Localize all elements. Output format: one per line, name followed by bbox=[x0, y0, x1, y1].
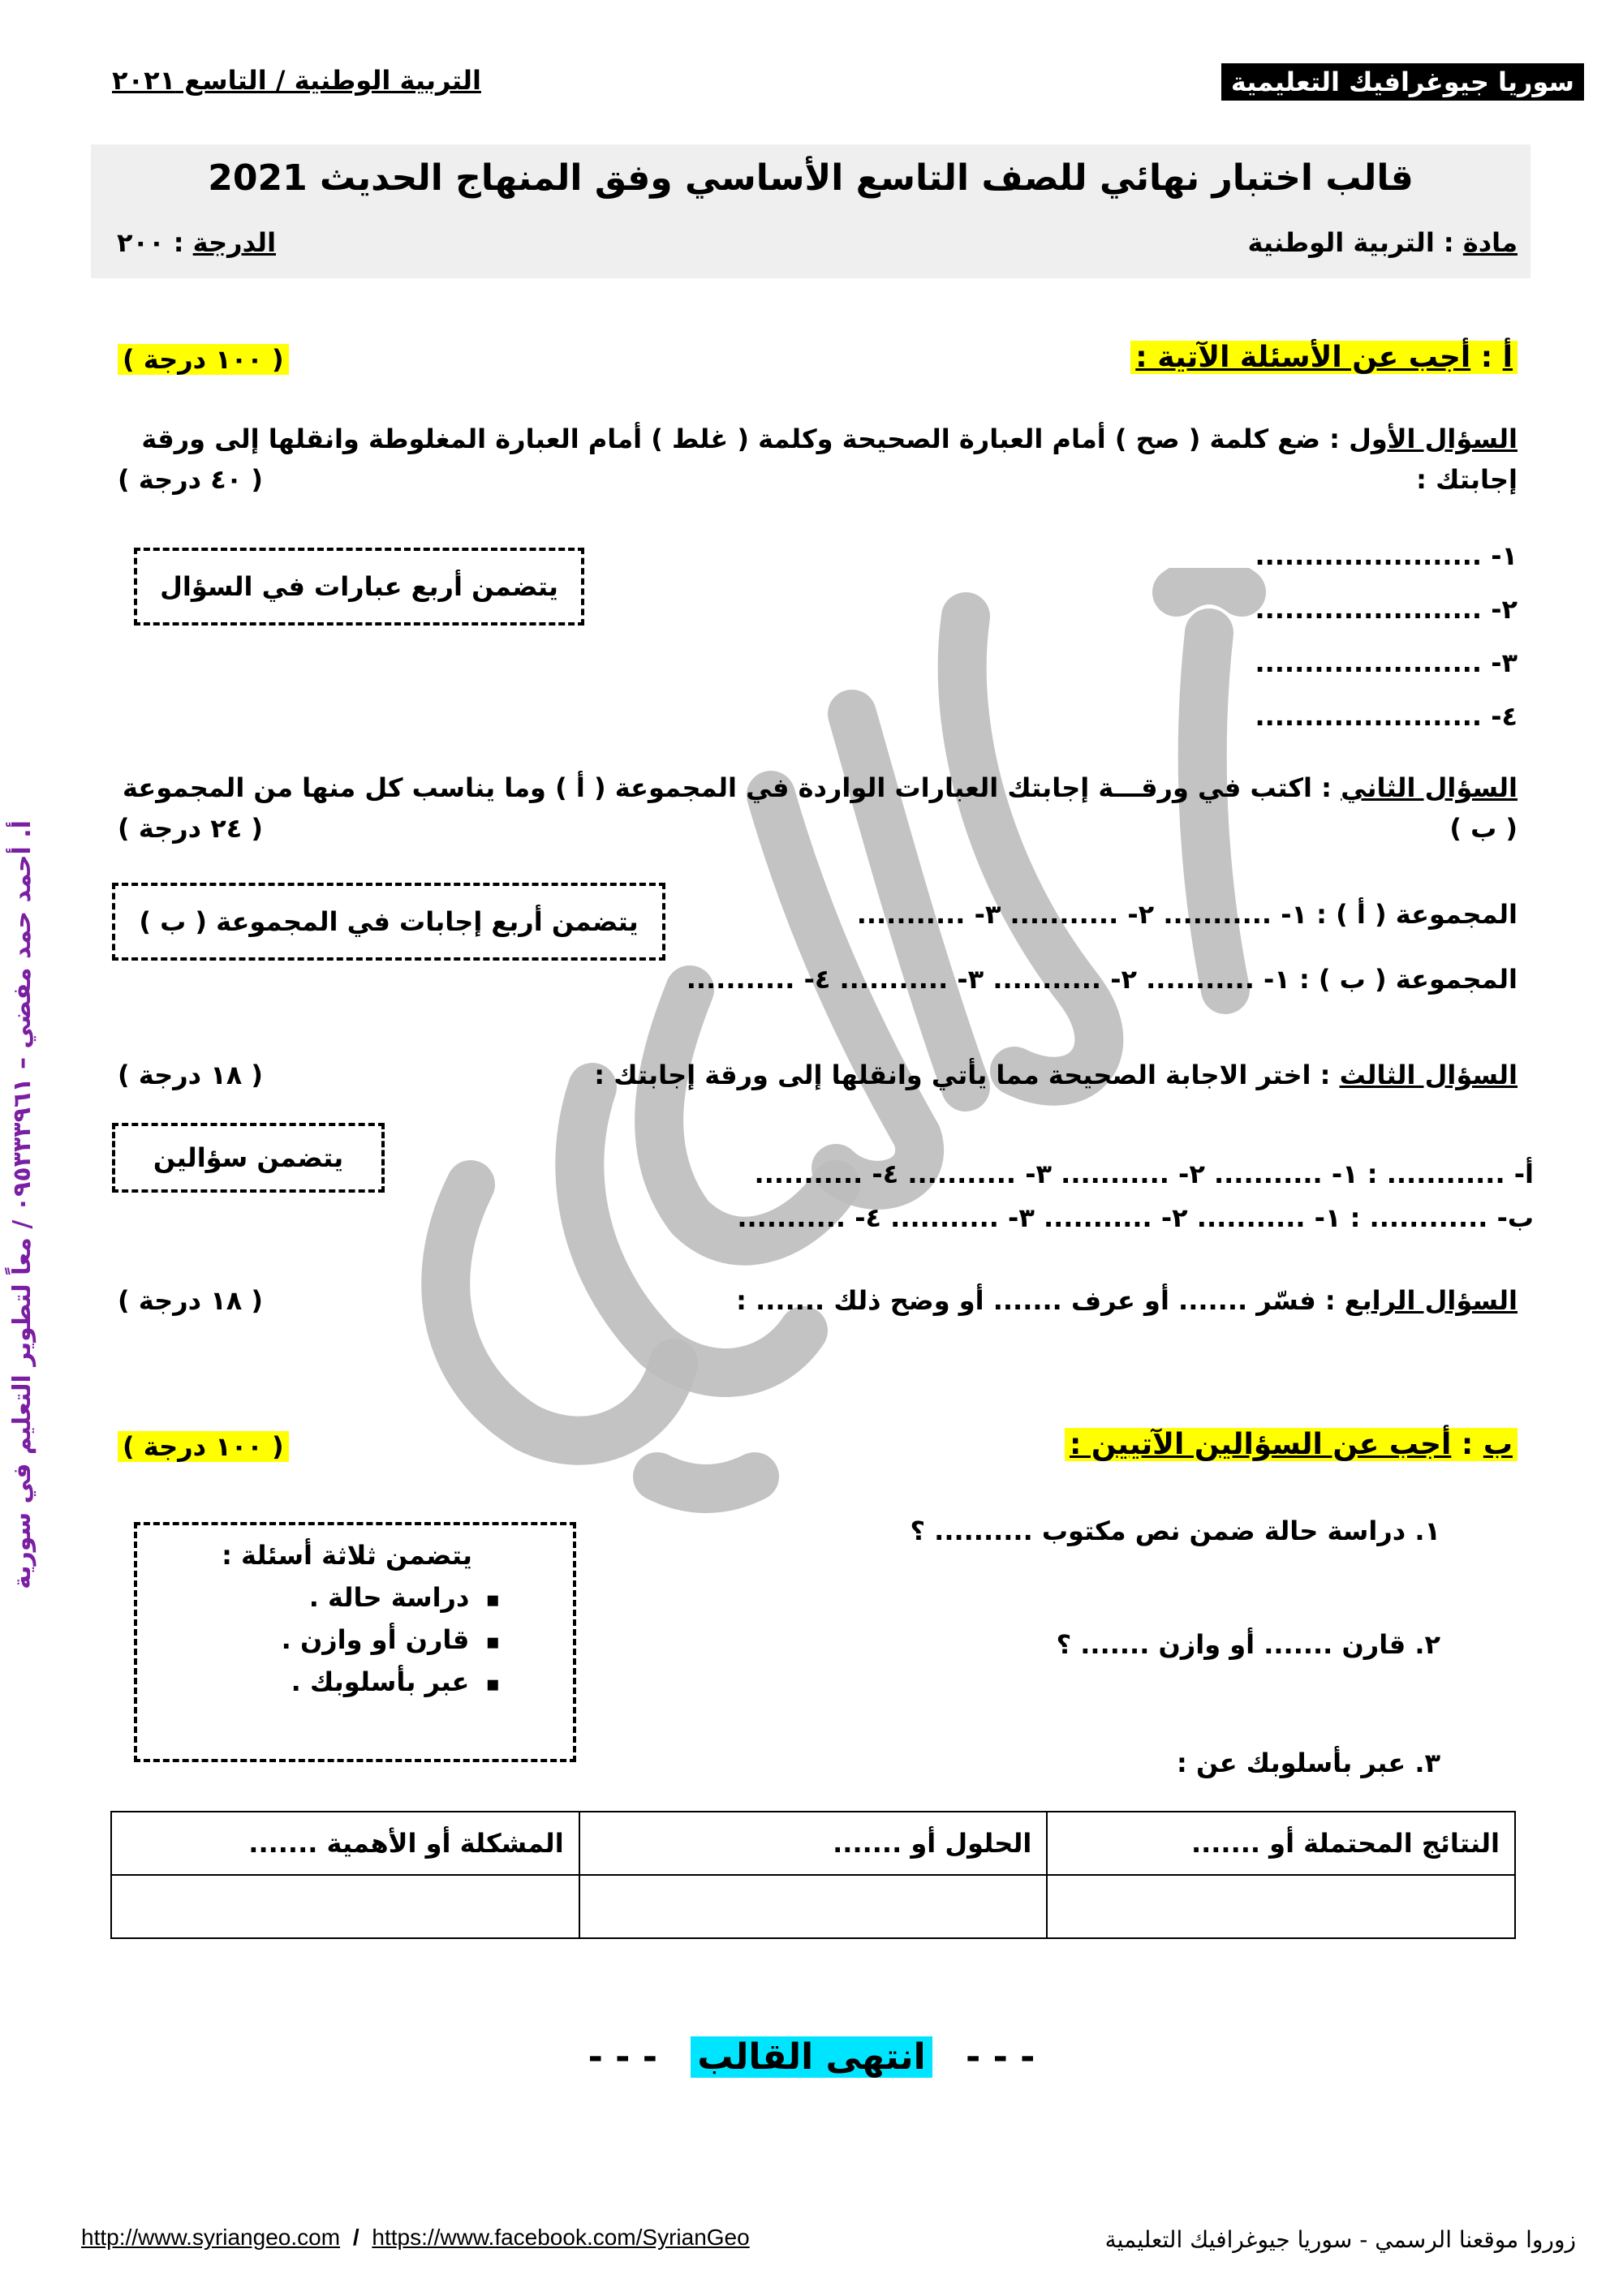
q1-lines bbox=[1255, 529, 1518, 743]
footer-sep: / bbox=[352, 2225, 359, 2250]
grade-label: الدرجة bbox=[192, 227, 277, 258]
q3-prompt bbox=[594, 1060, 1518, 1090]
q2-group-b: المجموعة ( ب ) : ١- ........... ٢- ........... ٣- ........... ٤- ........... bbox=[686, 964, 1518, 995]
section-b-marks: ( ١٠٠ درجة ) bbox=[118, 1431, 289, 1462]
section-b-note-item: ▪ عبر بأسلوبك . bbox=[153, 1666, 500, 1697]
section-a-title: أجب عن الأسئلة الآتية : bbox=[1135, 341, 1471, 374]
q1-note-box: يتضمن أربع عبارات في السؤال bbox=[134, 548, 584, 626]
q2-label: السؤال الثاني bbox=[1341, 772, 1518, 803]
q3-row-b: ب- ............ : ١- ........... ٢- ........... ٣- ........... ٤- ........... bbox=[737, 1202, 1534, 1233]
handwritten-watermark bbox=[349, 568, 1371, 1541]
section-b-item: ١. دراسة حالة ضمن نص مكتوب .......... ؟ bbox=[910, 1516, 1440, 1546]
q3-label: السؤال الثالث bbox=[1339, 1060, 1518, 1090]
subject-label: مادة bbox=[1462, 227, 1518, 258]
subject-line bbox=[1247, 227, 1518, 258]
section-a-marks: ( ١٠٠ درجة ) bbox=[118, 344, 289, 375]
q1-prompt bbox=[105, 419, 1518, 500]
q3-text: : اختر الاجابة الصحيحة مما يأتي وانقلها إلى ورقة إجابتك : bbox=[594, 1060, 1331, 1090]
title-box bbox=[91, 144, 1530, 278]
q1-line: ٢- ....................... bbox=[1255, 594, 1518, 625]
q1-line: ٣- ....................... bbox=[1255, 647, 1518, 678]
section-a-heading: أ : أجب عن الأسئلة الآتية : bbox=[1130, 341, 1518, 374]
exam-title: قالب اختبار نهائي للصف التاسع الأساسي وفق المنهاج الحديث 2021 bbox=[208, 157, 1414, 199]
table-header-problem: المشكلة أو الأهمية ....... bbox=[111, 1812, 579, 1875]
section-b-heading: ب : أجب عن السؤالين الآتيين : bbox=[1065, 1428, 1518, 1461]
q1-line: ١- ....................... bbox=[1255, 540, 1518, 571]
q2-prompt bbox=[105, 767, 1518, 849]
side-author-text: أ. أحمد حمد مفضي – ٠٩٥٣٣٣٩٦١ / معاً لتطوير التعليم في سورية bbox=[8, 820, 37, 1589]
facebook-link[interactable]: https://www.facebook.com/SyrianGeo bbox=[372, 2225, 750, 2250]
table-row bbox=[111, 1812, 1515, 1875]
section-b-note-item: ▪ قارن أو وازن . bbox=[153, 1624, 500, 1655]
section-b-item: ٣. عبر بأسلوبك عن : bbox=[1177, 1748, 1440, 1778]
footer-links bbox=[81, 2225, 750, 2251]
section-b-note-item: ▪ دراسة حالة . bbox=[153, 1582, 500, 1613]
section-b-item: ٢. قارن ....... أو وازن ....... ؟ bbox=[1056, 1629, 1440, 1660]
section-b-note-title: يتضمن ثلاثة أسئلة : bbox=[222, 1540, 472, 1571]
table-row bbox=[111, 1875, 1515, 1938]
website-link[interactable]: http://www.syriangeo.com bbox=[81, 2225, 341, 2250]
table-header-results: النتائج المحتملة أو ....... bbox=[1047, 1812, 1515, 1875]
table-cell[interactable] bbox=[1047, 1875, 1515, 1938]
q4-label: السؤال الرابع bbox=[1344, 1285, 1518, 1316]
table-cell[interactable] bbox=[111, 1875, 579, 1938]
q3-note-box: يتضمن سؤالين bbox=[112, 1123, 385, 1193]
q4-marks: ( ١٨ درجة ) bbox=[118, 1285, 264, 1316]
answer-table bbox=[110, 1811, 1516, 1939]
subject-year-header: التربية الوطنية / التاسع ٢٠٢١ bbox=[112, 65, 481, 96]
table-cell[interactable] bbox=[579, 1875, 1048, 1938]
q2-group-a: المجموعة ( أ ) : ١- ........... ٢- ........... ٣- ........... bbox=[856, 899, 1518, 930]
q2-text: : اكتب في ورقـــة إجابتك العبارات الواردة في المجموعة ( أ ) وما يناسب كل منها من المجموعة ( ب ) bbox=[123, 772, 1518, 844]
q2-note-box: يتضمن أربع إجابات في المجموعة ( ب ) bbox=[112, 883, 665, 961]
table-header-solutions: الحلول أو ....... bbox=[579, 1812, 1048, 1875]
q3-row-a: أ- ............ : ١- ........... ٢- ........... ٣- ........... ٤- ........... bbox=[754, 1159, 1534, 1189]
end-dashes-right: - - - bbox=[966, 2036, 1035, 2078]
grade-value: : ٢٠٠ bbox=[117, 227, 184, 258]
section-b-letter: ب bbox=[1483, 1428, 1513, 1461]
subject-value: : التربية الوطنية bbox=[1247, 227, 1454, 258]
brand-badge: سوريا جيوغرافيك التعليمية bbox=[1221, 63, 1584, 101]
q2-marks: ( ٢٤ درجة ) bbox=[118, 813, 264, 844]
q1-text: : ضع كلمة ( صح ) أمام العبارة الصحيحة وكلمة ( غلط ) أمام العبارة المغلوطة وانقلها إلى ورقة إجابتك : bbox=[141, 424, 1518, 495]
q4-text: : فسّر ....... أو عرف ....... أو وضح ذلك ....... : bbox=[736, 1285, 1336, 1316]
section-b-note-box bbox=[134, 1522, 576, 1762]
end-text: انتهى القالب bbox=[691, 2036, 932, 2078]
section-b-title: أجب عن السؤالين الآتيين : bbox=[1069, 1428, 1452, 1461]
grade-line bbox=[117, 227, 276, 258]
section-a-letter: أ bbox=[1502, 341, 1513, 374]
q1-label: السؤال الأول bbox=[1349, 424, 1518, 454]
end-dashes-left: - - - bbox=[588, 2036, 657, 2078]
footer-visit-text: زوروا موقعنا الرسمي - سوريا جيوغرافيك التعليمية bbox=[1104, 2226, 1576, 2253]
q3-marks: ( ١٨ درجة ) bbox=[118, 1060, 264, 1090]
q1-line: ٤- ....................... bbox=[1255, 701, 1518, 732]
q4-prompt bbox=[736, 1285, 1518, 1316]
q1-marks: ( ٤٠ درجة ) bbox=[118, 464, 264, 495]
end-marker bbox=[0, 2036, 1623, 2078]
